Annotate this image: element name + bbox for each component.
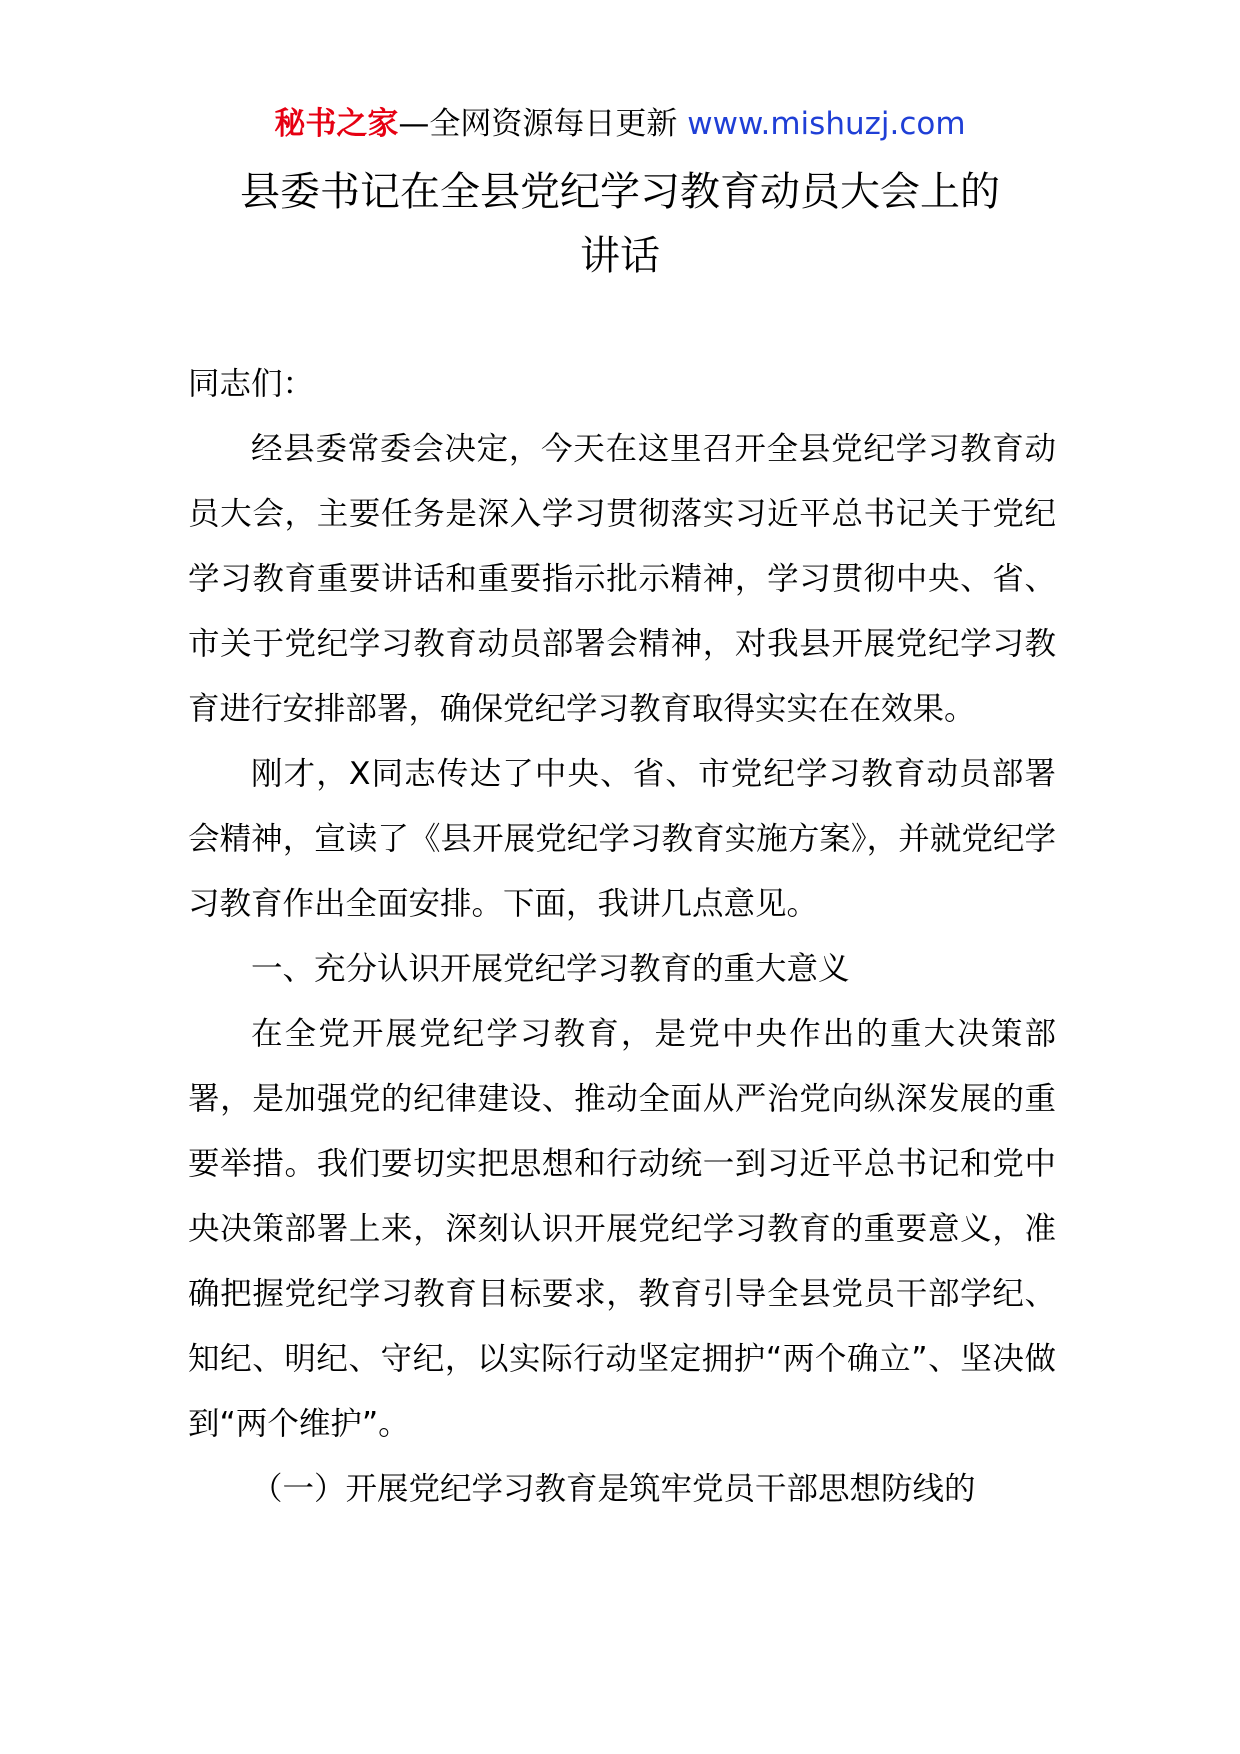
- site-header: [0, 102, 1240, 146]
- title-line-1: 县委书记在全县党纪学习教育动员大会上的: [240, 169, 1000, 215]
- section-heading-1: 一、充分认识开展党纪学习教育的重大意义: [251, 951, 850, 987]
- paragraph-1: 经县委常委会决定，今天在这里召开全县党纪学习教育动员大会，主要任务是深入学习贯彻落实习近平总书记关于党纪学习教育重要讲话和重要指示批示精神，学习贯彻中央、省、市关于党纪学习教育动员部署会精神，对我县开展党纪学习教育进行安排部署，确保党纪学习教育取得实实在在效果。: [188, 431, 1056, 727]
- title-line-2: 讲话: [580, 233, 660, 279]
- document-title: [160, 160, 1080, 288]
- brand-name: 秘书之家: [274, 106, 399, 142]
- subsection-heading-1: （一）开展党纪学习教育是筑牢党员干部思想防线的: [251, 1471, 976, 1507]
- salutation: 同志们：: [188, 366, 315, 402]
- header-slogan: —全网资源每日更新: [398, 106, 688, 142]
- paragraph-2: 刚才，X同志传达了中央、省、市党纪学习教育动员部署会精神，宣读了《县开展党纪学习教育实施方案》，并就党纪学习教育作出全面安排。下面，我讲几点意见。: [188, 756, 1056, 922]
- site-url-link[interactable]: www.mishuzj.com: [687, 106, 966, 142]
- paragraph-3: 在全党开展党纪学习教育，是党中央作出的重大决策部署，是加强党的纪律建设、推动全面从严治党向纵深发展的重要举措。我们要切实把思想和行动统一到习近平总书记和党中央决策部署上来，深刻认识开展党纪学习教育的重要意义，准确把握党纪学习教育目标要求，教育引导全县党员干部学纪、知纪、明纪、守纪，以实际行动坚定拥护“两个确立”、坚决做到“两个维护”。: [188, 1016, 1056, 1442]
- document-body: [188, 352, 1056, 1522]
